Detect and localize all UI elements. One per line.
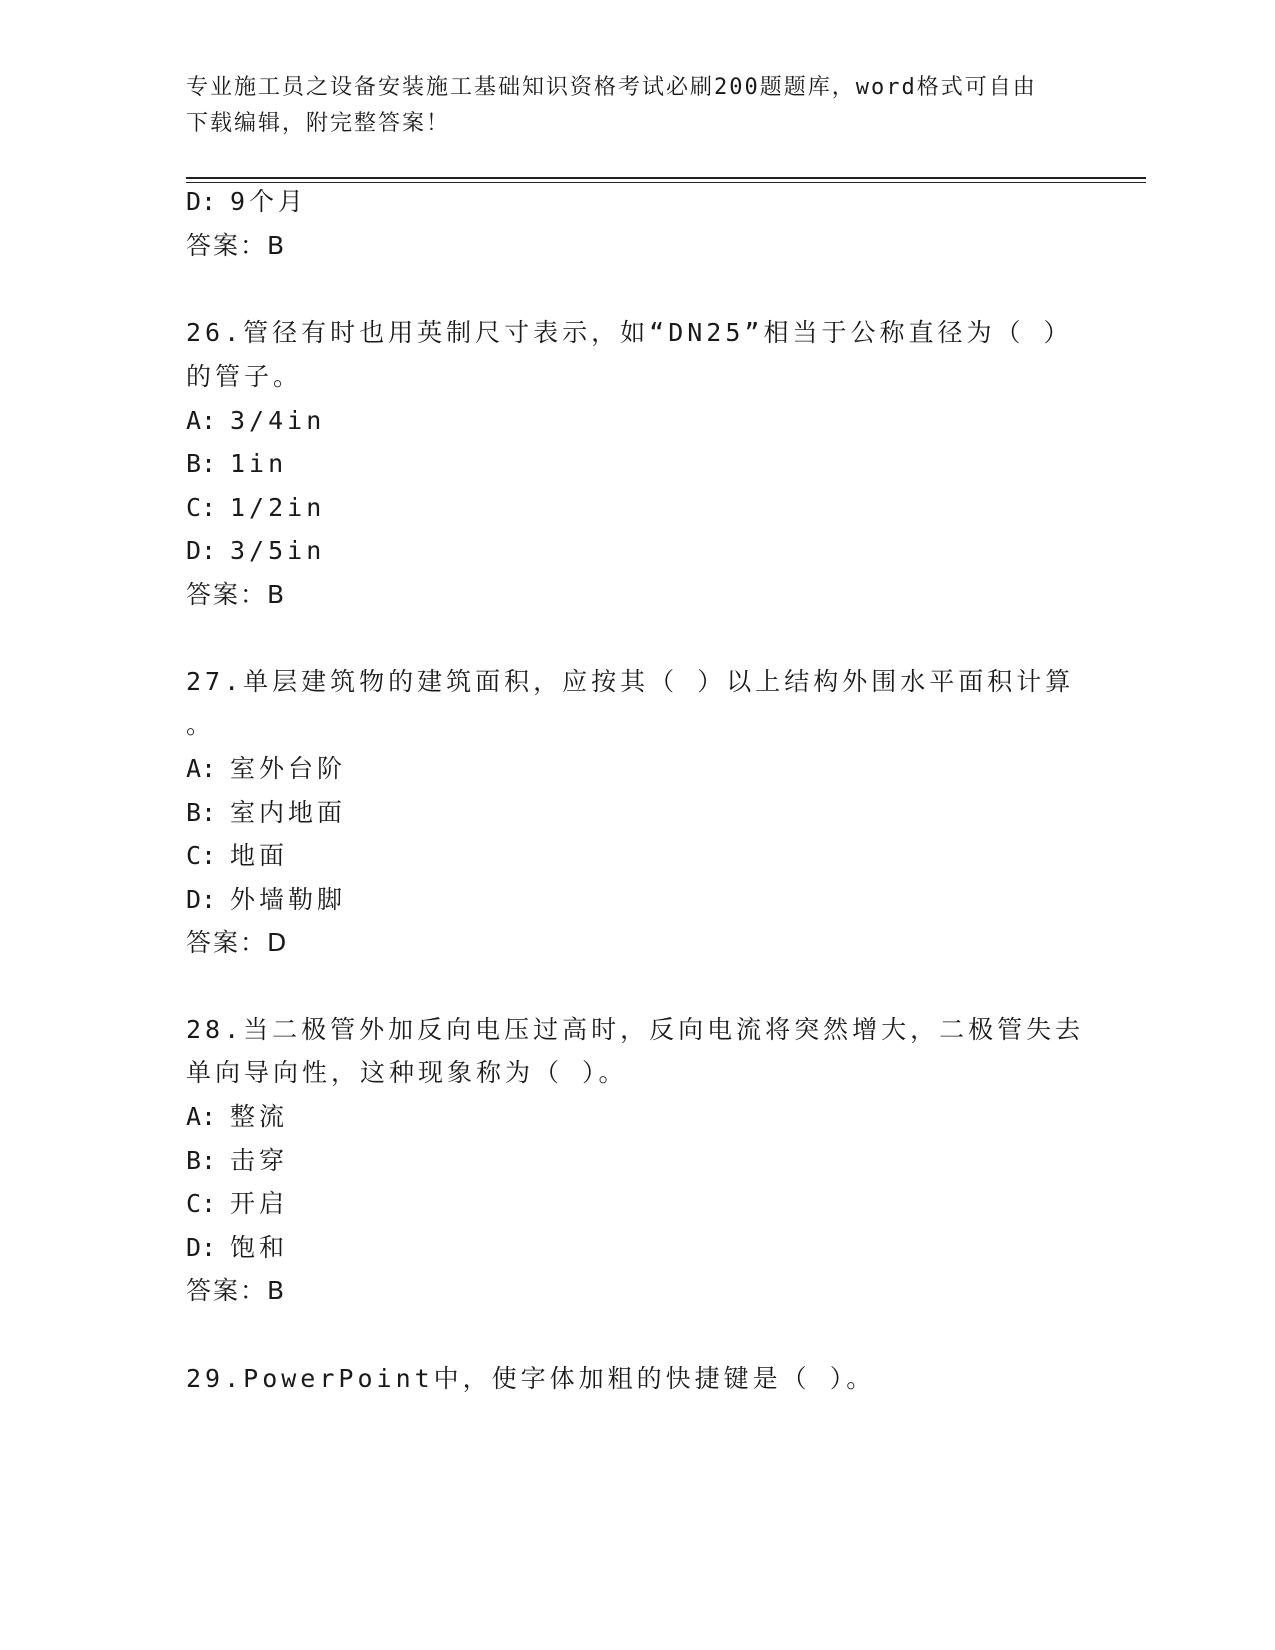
option-text: 9个月: [230, 187, 308, 216]
option-text: 外墙勒脚: [230, 885, 347, 914]
document-page: [186, 0, 1146, 1650]
option-label: A:: [186, 754, 217, 783]
option-label: C:: [186, 493, 217, 522]
question-text-line: 。: [186, 710, 216, 739]
answer-line: 答案：B: [186, 231, 287, 260]
option-label: D:: [186, 1233, 217, 1262]
option-b: [186, 448, 287, 480]
option-text: 开启: [230, 1189, 289, 1218]
option-label: B:: [186, 1146, 217, 1175]
option-d: [186, 884, 346, 916]
question-text-line: 28.当二极管外加反向电压过高时，反向电流将突然增大，二极管失去: [186, 1015, 1085, 1044]
option-label: D:: [186, 885, 217, 914]
option-a: [186, 753, 346, 785]
option-text: 3/5in: [230, 536, 326, 565]
option-label: A:: [186, 406, 217, 435]
option-label: B:: [186, 798, 217, 827]
header-title-line-1: 专业施工员之设备安装施工基础知识资格考试必刷200题题库，word格式可自由: [186, 75, 1037, 100]
option-text: 击穿: [230, 1146, 289, 1175]
option-c: [186, 840, 288, 872]
option-text: 室外台阶: [230, 754, 347, 783]
document-header: [186, 70, 1066, 142]
option-a: [186, 405, 325, 437]
answer-line: 答案：D: [186, 928, 289, 957]
option-text: 地面: [230, 841, 289, 870]
option-text: 3/4in: [230, 406, 326, 435]
option-label: B:: [186, 449, 217, 478]
option-label: C:: [186, 1189, 217, 1218]
option-text: 整流: [230, 1102, 289, 1131]
option-label: D:: [186, 187, 217, 216]
option-c: [186, 1188, 288, 1220]
header-title-line-2: 下载编辑，附完整答案！: [186, 111, 451, 136]
option-b: [186, 1145, 288, 1177]
option-label: D:: [186, 536, 217, 565]
answer-line: 答案：B: [186, 1276, 287, 1305]
option-text: 饱和: [230, 1233, 289, 1262]
option-text: 1in: [230, 449, 288, 478]
question-text-line: 单向导向性，这种现象称为（ ）。: [186, 1058, 628, 1087]
header-rule-thin: [186, 182, 1146, 183]
header-rule-thick: [186, 177, 1146, 179]
question-text-line: 的管子。: [186, 362, 303, 391]
question-text-line: 27.单层建筑物的建筑面积，应按其（ ）以上结构外围水平面积计算: [186, 667, 1075, 696]
option-d: [186, 1232, 288, 1264]
option-d: [186, 535, 325, 567]
option-label: A:: [186, 1102, 217, 1131]
question-text-line: 26.管径有时也用英制尺寸表示，如“DN25”相当于公称直径为（ ）: [186, 318, 1073, 347]
option-b: [186, 797, 346, 829]
question-text-line: 29.PowerPoint中，使字体加粗的快捷键是（ ）。: [186, 1364, 876, 1393]
option-text: 室内地面: [230, 798, 347, 827]
option-a: [186, 1101, 288, 1133]
option-label: C:: [186, 841, 217, 870]
answer-line: 答案：B: [186, 580, 287, 609]
option-c: [186, 492, 325, 524]
option-d: [186, 186, 307, 218]
option-text: 1/2in: [230, 493, 326, 522]
